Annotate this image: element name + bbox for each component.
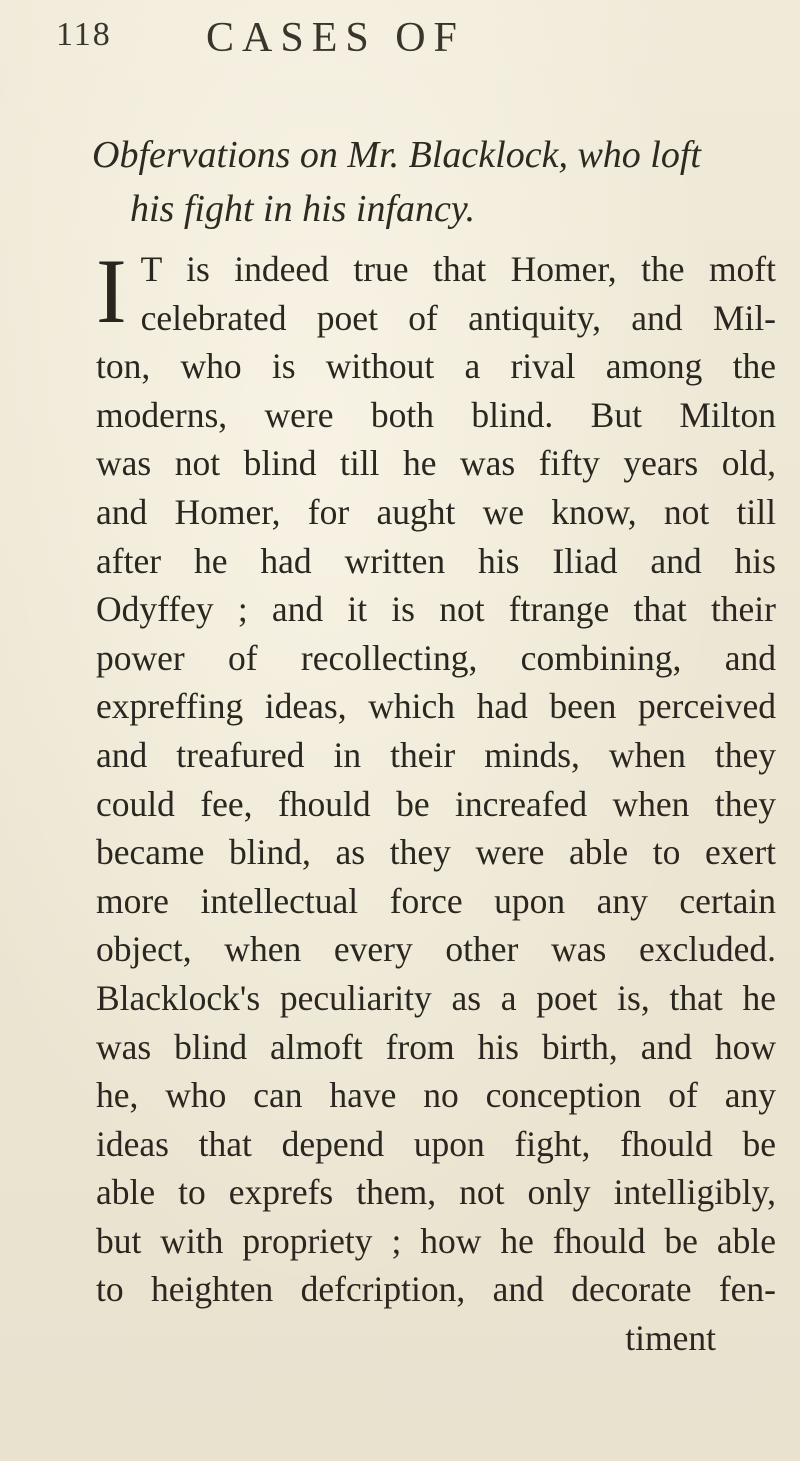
text-line: could fee, fhould be increafed when they <box>96 783 776 824</box>
text-line: power of recollecting, combining, and <box>96 637 776 678</box>
drop-cap: I <box>96 240 127 342</box>
text-line: but with propriety ; how he fhould be able <box>96 1220 776 1261</box>
text-line: and Homer, for aught we know, not till <box>96 491 776 532</box>
text-line: expreffing ideas, which had been perceived <box>96 686 776 727</box>
heading-line-1: Obfervations on Mr. Blacklock, who loft <box>92 134 701 176</box>
heading-line-2: his fight in his infancy. <box>130 188 476 230</box>
text-line: celebrated poet of antiquity, and Mil- <box>140 297 776 338</box>
text-line: T is indeed true that Homer, the moft <box>140 249 776 289</box>
running-head <box>56 14 760 62</box>
text-line: to heighten defcription, and decorate fen- <box>96 1269 776 1310</box>
text-line: was not blind till he was fifty years old, <box>96 443 776 484</box>
body-paragraph <box>96 240 776 1363</box>
text-line: ton, who is without a rival among the <box>96 346 776 387</box>
text-line: Blacklock's peculiarity as a poet is, that he <box>96 977 776 1018</box>
text-line: was blind almoft from his birth, and how <box>96 1026 776 1067</box>
running-title: CASES OF <box>206 15 465 61</box>
text-line: object, when every other was excluded. <box>96 929 776 970</box>
text-line: ideas that depend upon fight, fhould be <box>96 1123 776 1164</box>
page-number: 118 <box>56 16 112 53</box>
text-line: and treafured in their minds, when they <box>96 734 776 775</box>
text-line: after he had written his Iliad and his <box>96 540 776 581</box>
text-line: more intellectual force upon any certain <box>96 880 776 921</box>
text-line: became blind, as they were able to exert <box>96 832 776 873</box>
text-line: able to exprefs them, not only intelligibly, <box>96 1172 776 1213</box>
text-line: moderns, were both blind. But Milton <box>96 394 776 435</box>
text-line: he, who can have no conception of any <box>96 1075 776 1116</box>
section-heading <box>92 128 782 236</box>
catchword: timent <box>625 1318 716 1359</box>
text-line: Odyffey ; and it is not ftrange that their <box>96 589 776 630</box>
